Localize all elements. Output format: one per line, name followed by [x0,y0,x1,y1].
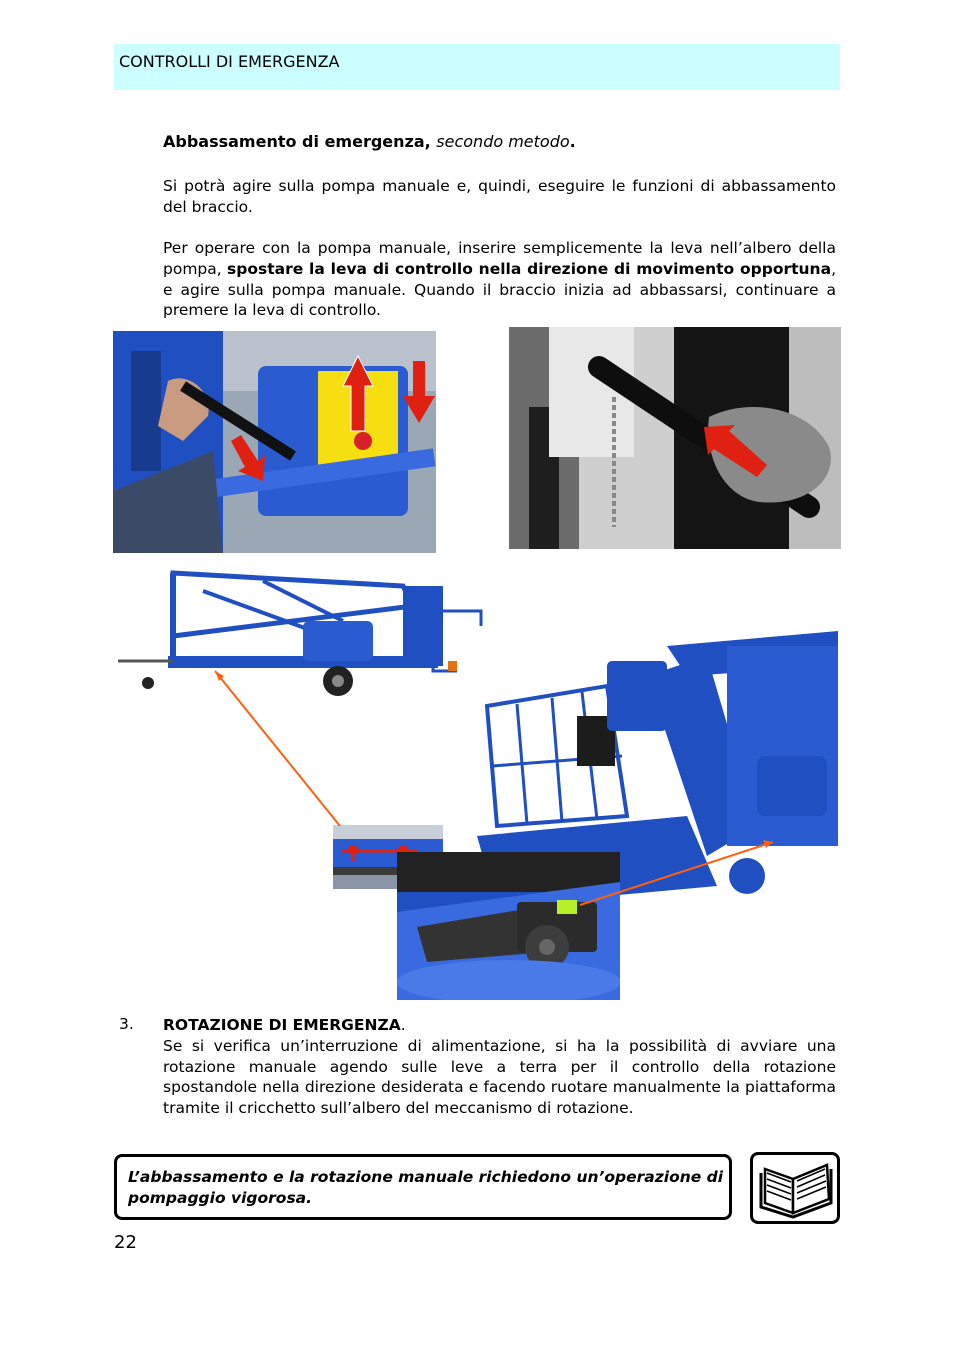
section-title: CONTROLLI DI EMERGENZA [119,52,340,71]
paragraph-instructions: Per operare con la pompa manuale, inserire semplicemente la leva nell’albero della pompa, spostare la leva di controllo nella direzione di movimento opportuna, e agire sulla pompa manuale. Quando il braccio inizia ad abbassarsi, continuare a premere la leva di controllo. [163,239,836,320]
manual-icon-box [750,1152,840,1224]
rotation-paragraph: ROTAZIONE DI EMERGENZA. Se si verifica un’interruzione di alimentazione, si ha la possibilità di avviare una rotazione manuale agendo sulle leve a terra per il controllo della rotazione spostandole nella direzione desiderata e facendo ruotare manualmente la piattaforma tramite il cricchetto sull’albero del meccanismo di rotazione. [163,1016,836,1118]
paragraph-intro: Si potrà agire sulla pompa manuale e, quindi, eseguire le funzioni di abbassamento del braccio. [163,177,836,216]
note-text: L’abbassamento e la rotazione manuale richiedono un’operazione di pompaggio vigorosa. [128,1168,724,1207]
page-number: 22 [114,1232,137,1253]
rotation-title: ROTAZIONE DI EMERGENZA [163,1016,401,1034]
warning-note [114,1154,732,1220]
subsection-heading: Abbassamento di emergenza, secondo metodo. [163,132,576,151]
open-book-icon [753,1155,837,1221]
item-number: 3. [119,1015,134,1033]
